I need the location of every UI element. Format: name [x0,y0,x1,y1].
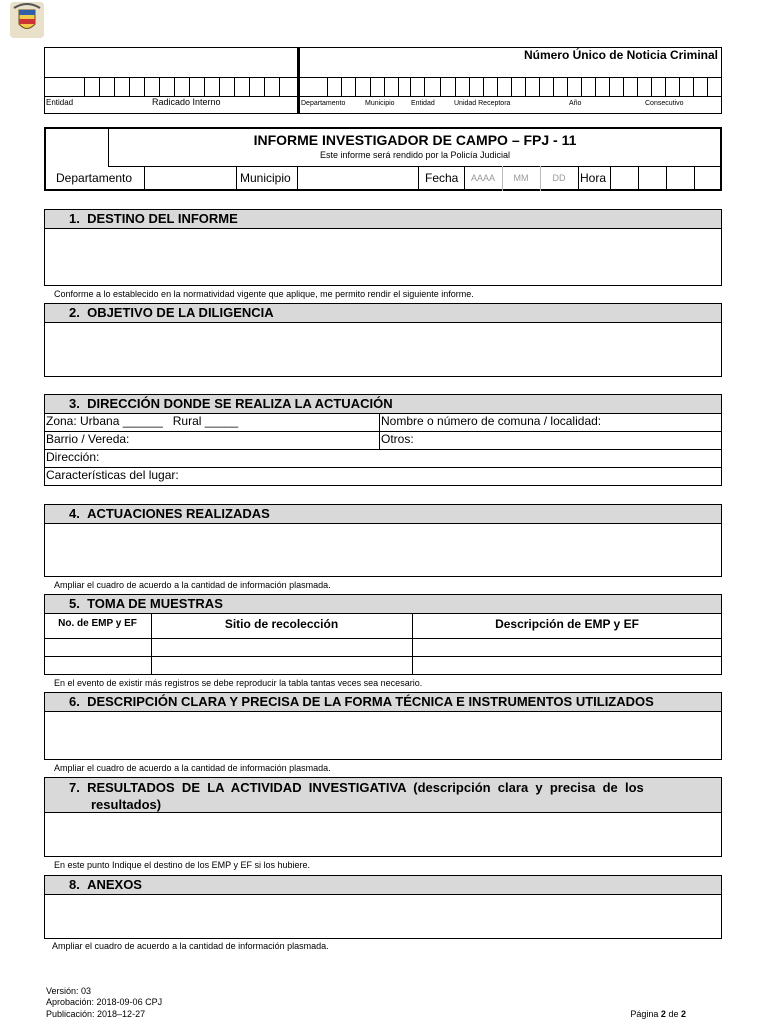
page-current: 2 [660,1009,666,1019]
section-1-body[interactable] [44,228,722,286]
footer-version: Versión: 03 [46,986,92,996]
section-5-header [44,594,722,614]
field-mm[interactable]: MM [513,173,529,183]
section-5-note: En el evento de existir más registros se debe reproducir la tabla tantas veces sea necesario. [54,678,423,688]
nunc-digit-divider [249,77,250,96]
section-8-body[interactable] [44,894,722,939]
field-direccion[interactable]: Dirección: [46,450,100,464]
nunc-digit-divider [440,77,441,96]
section-1-title: DESTINO DEL INFORME [87,211,238,226]
page-total: 2 [680,1009,686,1019]
label-municipio: Municipio [365,100,395,107]
section-4-body[interactable] [44,523,722,577]
nunc-digit-divider [497,77,498,96]
section-6-title: DESCRIPCIÓN CLARA Y PRECISA DE LA FORMA TÉCNICA E INSTRUMENTOS UTILIZADOS [87,694,654,709]
nunc-digit-divider [553,77,554,96]
section-7-note: En este punto Indique el destino de los EMP y EF si los hubiere. [54,860,310,870]
col-header-sitio: Sitio de recolección [224,617,339,631]
section-7-num: 7. [69,780,80,795]
section-1-note: Conforme a lo establecido en la normatividad vigente que aplique, me permito rendir el siguiente informe. [54,289,474,299]
shield-icon [10,2,44,38]
nunc-digit-divider [567,77,568,96]
nunc-digit-divider [424,77,425,96]
label-entidad-left: Entidad [46,98,74,107]
nunc-digit-divider [219,77,220,96]
section-8-header [44,875,722,895]
nunc-digit-divider [279,77,280,96]
section-6-body[interactable] [44,711,722,760]
nunc-digit-divider [384,77,385,96]
nunc-digit-divider [651,77,652,96]
nunc-digit-divider [455,77,456,96]
form-subtitle: Este informe será rendido por la Policía Judicial [319,150,511,160]
nunc-digit-divider [539,77,540,96]
nunc-digit-divider [370,77,371,96]
field-zona[interactable]: Zona: Urbana ______ Rural _____ [46,414,239,428]
section-7-title-line1: RESULTADOS DE LA ACTIVIDAD INVESTIGATIVA (descripción clara y precisa de los [87,780,644,795]
section-2-num: 2. [69,305,80,320]
nunc-digit-divider [665,77,666,96]
col-header-descripcion: Descripción de EMP y EF [495,617,639,631]
label-anio: Año [569,100,582,107]
section-2-body[interactable] [44,322,722,377]
form-title: INFORME INVESTIGADOR DE CAMPO – FPJ - 11 [253,132,577,148]
nunc-digit-divider [398,77,399,96]
field-comuna[interactable]: Nombre o número de comuna / localidad: [381,414,602,428]
nunc-digit-divider [637,77,638,96]
label-radicado: Radicado Interno [152,97,221,107]
section-6-num: 6. [69,694,80,709]
nunc-digit-divider [99,77,100,96]
section-4-note: Ampliar el cuadro de acuerdo a la cantidad de información plasmada. [54,580,331,590]
nunc-digit-divider [525,77,526,96]
section-7-header [44,777,722,813]
nunc-digit-divider [234,77,235,96]
field-otros[interactable]: Otros: [381,432,414,446]
section-8-num: 8. [69,877,80,892]
label-departamento: Departamento [301,100,346,107]
section-8-note: Ampliar el cuadro de acuerdo a la cantidad de información plasmada. [52,941,329,951]
nunc-digit-divider [264,77,265,96]
section-2-title: OBJETIVO DE LA DILIGENCIA [87,305,274,320]
label-fecha: Fecha [425,171,459,185]
section-4-header [44,504,722,524]
footer-page-number [600,1009,686,1019]
nunc-digit-divider [204,77,205,96]
label-municipio-field: Municipio [240,171,291,185]
section-1-num: 1. [69,211,80,226]
nunc-digit-divider [355,77,356,96]
page-de: de [668,1009,679,1019]
nunc-digit-divider [84,77,85,96]
nunc-digit-divider [581,77,582,96]
nunc-digit-divider [189,77,190,96]
field-caracteristicas[interactable]: Características del lugar: [46,468,179,482]
section-4-title: ACTUACIONES REALIZADAS [87,506,270,521]
nunc-digit-divider [623,77,624,96]
page-label: Página [630,1009,659,1019]
footer-aprobacion: Aprobación: 2018-09-06 CPJ [46,997,163,1007]
section-2-header [44,303,722,323]
nunc-digit-divider [174,77,175,96]
nunc-digit-divider [609,77,610,96]
section-7-title-line2: resultados) [91,797,162,812]
footer-publicacion: Publicación: 2018–12-27 [46,1009,146,1019]
coat-of-arms-logo [10,2,44,38]
nunc-digit-divider [410,77,411,96]
section-3-num: 3. [69,396,80,411]
nunc-digit-divider [114,77,115,96]
nunc-digit-divider [159,77,160,96]
nunc-digit-divider [511,77,512,96]
nunc-digit-divider [129,77,130,96]
col-header-no-emp: No. de EMP y EF [58,618,137,629]
section-5-num: 5. [69,596,80,611]
section-6-header [44,692,722,712]
section-6-note: Ampliar el cuadro de acuerdo a la cantidad de información plasmada. [54,763,331,773]
label-entidad-right: Entidad [411,100,435,107]
nunc-digit-divider [327,77,328,96]
label-unidad: Unidad Receptora [454,100,511,107]
section-3-header [44,394,722,414]
nunc-title: Número Único de Noticia Criminal [523,48,718,62]
nunc-digit-divider [693,77,694,96]
label-consecutivo: Consecutivo [645,100,684,107]
section-7-body[interactable] [44,812,722,857]
nunc-digit-divider [595,77,596,96]
nunc-digit-divider [144,77,145,96]
section-8-title: ANEXOS [87,877,142,892]
field-dd[interactable]: DD [552,173,566,183]
section-4-num: 4. [69,506,80,521]
nunc-digit-divider [679,77,680,96]
field-aaaa[interactable]: AAAA [470,173,495,183]
section-1-header [44,209,722,229]
nunc-digit-divider [483,77,484,96]
label-departamento-field: Departamento [56,171,133,185]
section-5-title: TOMA DE MUESTRAS [87,596,223,611]
nunc-digit-divider [341,77,342,96]
field-barrio[interactable]: Barrio / Vereda: [46,432,130,446]
section-3-title: DIRECCIÓN DONDE SE REALIZA LA ACTUACIÓN [87,396,393,411]
nunc-digit-divider [469,77,470,96]
nunc-digit-divider [707,77,708,96]
label-hora: Hora [580,171,607,185]
